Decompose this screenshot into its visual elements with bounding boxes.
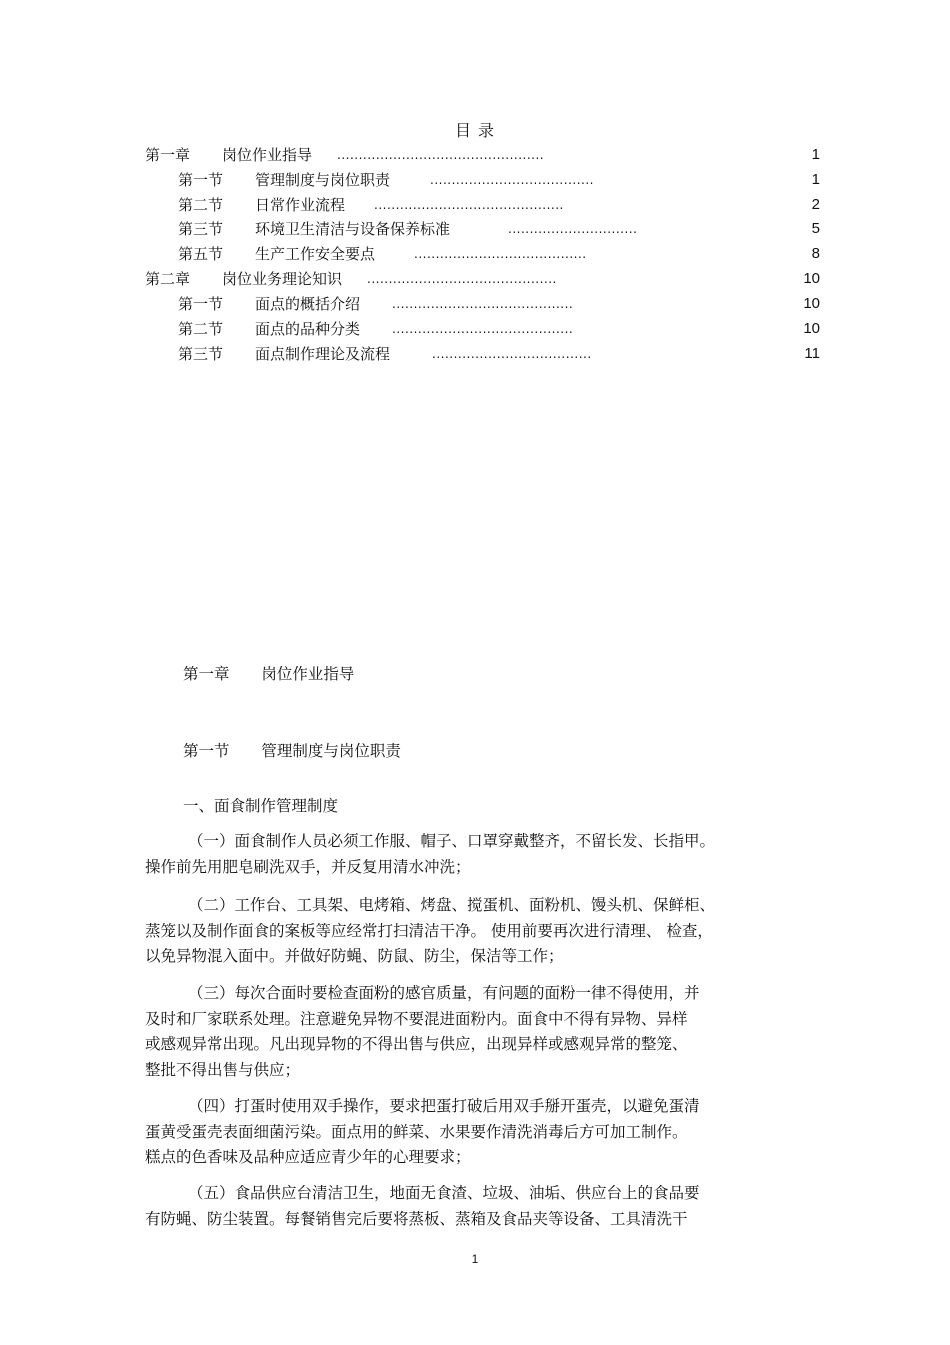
toc-entry-page: 11 <box>804 345 820 362</box>
toc-entry <box>178 342 820 366</box>
paragraph-line: 以免异物混入面中。并做好防蝇、防鼠、防尘，保洁等工作； <box>145 947 564 965</box>
toc-entry-name: 环境卫生清洁与设备保养标准 <box>255 220 451 238</box>
toc-entry-label: 第二章 <box>145 270 191 288</box>
section-heading-label: 第一节 <box>183 742 230 760</box>
toc-entry-name: 日常作业流程 <box>255 196 346 214</box>
page-number: 1 <box>471 1252 479 1266</box>
paragraph-line: 蒸笼以及制作面食的案板等应经常打扫清洁干净。 使用前要再次进行清理、 检查， <box>145 921 713 940</box>
paragraph-line: 糕点的色香味及品种应适应青少年的心理要求； <box>145 1148 471 1166</box>
toc-entry-name: 岗位作业指导 <box>222 146 313 164</box>
paragraph-line: （四）打蛋时使用双手操作，要求把蛋打破后用双手掰开蛋壳，以避免蛋清 <box>188 1097 700 1115</box>
toc-entry-dots: .............................. <box>508 222 638 236</box>
section-heading-name: 管理制度与岗位职责 <box>261 742 401 760</box>
paragraph-line: 整批不得出售与供应； <box>145 1060 301 1079</box>
chapter-heading-name: 岗位作业指导 <box>261 665 355 683</box>
toc-entry-dots: ...................................... <box>430 173 594 187</box>
toc-entry <box>178 168 820 192</box>
paragraph-1 <box>145 829 815 880</box>
toc-entry-label: 第五节 <box>178 245 224 263</box>
toc-entry-dots: ..................................... <box>432 347 592 361</box>
toc-entry-name: 管理制度与岗位职责 <box>255 171 391 189</box>
paragraph-line: 或感观异常出现。凡出现异物的不得出售与供应，出现异样或感观异常的整笼、 <box>145 1035 688 1053</box>
toc-entry-page: 10 <box>803 270 820 287</box>
toc-title: 目 录 <box>454 121 496 140</box>
toc-entry-label: 第一章 <box>145 146 191 164</box>
toc-entry-name: 面点制作理论及流程 <box>255 345 391 363</box>
toc-entry <box>178 292 820 316</box>
toc-entry-page: 2 <box>811 196 820 213</box>
toc-entry-page: 10 <box>803 295 820 312</box>
toc-entry-name: 面点的概括介绍 <box>255 295 361 313</box>
toc-entry-name: 岗位业务理论知识 <box>222 270 343 288</box>
toc-entry-page: 5 <box>811 220 820 237</box>
paragraph-line: 及时和厂家联系处理。注意避免异物不要混进面粉内。面食中不得有异物、异样 <box>145 1009 688 1028</box>
paragraph-4 <box>145 1094 815 1171</box>
toc-entry-dots: ........................................ <box>414 247 587 261</box>
toc-entry-page: 10 <box>803 320 820 337</box>
paragraph-3 <box>145 981 815 1083</box>
toc-entry-label: 第二节 <box>178 196 224 214</box>
toc-entry-dots: .......................................... <box>392 297 574 311</box>
paragraph-line: （三）每次合面时要检查面粉的感官质量，有问题的面粉一律不得使用，并 <box>188 984 700 1002</box>
paragraph-line: （二）工作台、工具架、电烤箱、烤盘、搅蛋机、面粉机、馒头机、保鲜柜、 <box>188 896 716 914</box>
toc-entry-dots: ............................................ <box>367 272 557 286</box>
toc-entry <box>145 267 820 291</box>
paragraph-line: （五）食品供应台清洁卫生，地面无食渣、垃圾、油垢、供应台上的食品要 <box>188 1184 700 1202</box>
paragraph-line: 操作前先用肥皂刷洗双手，并反复用清水冲洗； <box>145 857 471 876</box>
section-heading <box>183 739 401 761</box>
paragraph-line: 蛋黄受蛋壳表面细菌污染。面点用的鲜菜、水果要作清洗消毒后方可加工制作。 <box>145 1122 688 1141</box>
toc-entry-label: 第三节 <box>178 220 224 238</box>
toc-entry-page: 1 <box>811 171 820 188</box>
paragraph-line: 有防蝇、防尘装置。每餐销售完后要将蒸板、蒸箱及食品夹等设备、工具清洗干 <box>145 1209 688 1228</box>
toc-entry-dots: ................................................ <box>337 148 545 162</box>
toc-entry <box>145 143 820 167</box>
paragraph-5 <box>145 1181 815 1232</box>
paragraph-line: （一）面食制作人员必须工作服、帽子、口罩穿戴整齐，不留长发、长指甲。 <box>188 832 716 850</box>
toc-entry-name: 生产工作安全要点 <box>255 245 376 263</box>
toc-entry-page: 1 <box>811 146 820 163</box>
toc-entry <box>178 193 820 217</box>
paragraph-2 <box>145 893 815 970</box>
toc-entry-label: 第一节 <box>178 171 224 189</box>
toc-entry-label: 第二节 <box>178 320 224 338</box>
toc-entry <box>178 317 820 341</box>
toc-entry-label: 第一节 <box>178 295 224 313</box>
toc-entry-dots: .......................................... <box>392 322 574 336</box>
subheading: 一、面食制作管理制度 <box>183 797 339 815</box>
toc-entry-label: 第三节 <box>178 345 224 363</box>
chapter-heading <box>183 662 354 684</box>
chapter-heading-label: 第一章 <box>183 665 230 683</box>
toc-entry <box>178 217 820 241</box>
toc-entry <box>178 242 820 266</box>
toc-entry-name: 面点的品种分类 <box>255 320 361 338</box>
toc-entry-dots: ............................................ <box>374 198 564 212</box>
toc-entry-page: 8 <box>811 245 820 262</box>
